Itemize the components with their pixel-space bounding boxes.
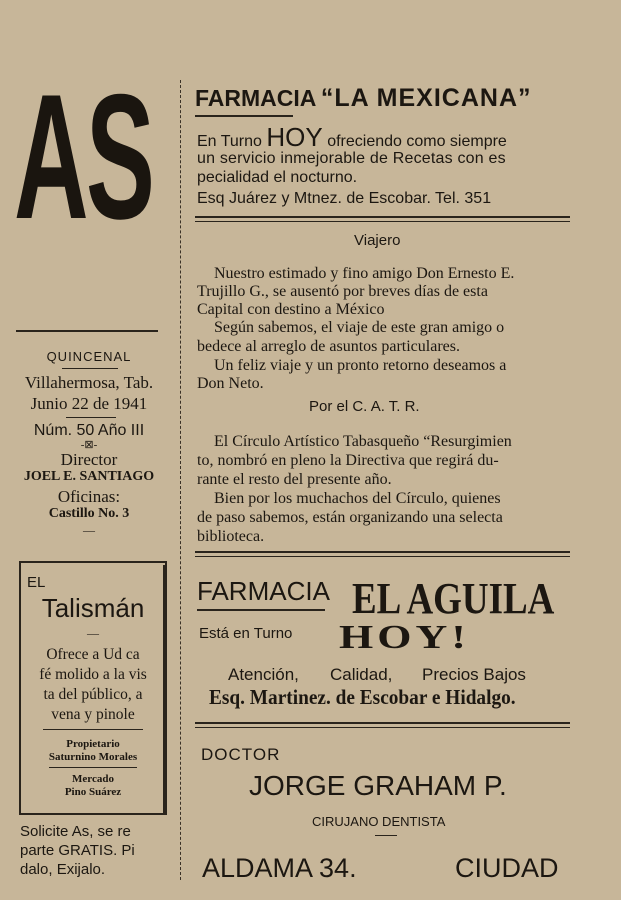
talisman-line-2: fé molido a la vis: [39, 666, 147, 683]
director-name: JOEL E. SANTIAGO: [23, 469, 155, 484]
director-label: Director: [60, 450, 118, 469]
talisman-dash: —: [87, 626, 99, 640]
solicit-line-2: parte GRATIS. Pi: [20, 842, 135, 859]
talisman-market-name: Pino Suárez: [64, 786, 122, 798]
doctor-profession: CIRUJANO DENTISTA: [312, 814, 446, 829]
mexicana-line1-before: En Turno: [197, 133, 262, 150]
offices-label: Oficinas:: [57, 487, 121, 506]
viajero-line-1: Nuestro estimado y fino amigo Don Ernesto E.: [214, 265, 515, 282]
viajero-line-7: Don Neto.: [197, 375, 264, 392]
issue-dash: —: [83, 523, 95, 537]
aguila-slogan-2: Calidad,: [330, 665, 393, 684]
circulo-line-3: rante el resto del presente año.: [197, 471, 392, 488]
talisman-line-3: ta del público, a: [43, 686, 143, 703]
aguila-hoy: HOY!: [339, 617, 470, 656]
aguila-slogan-1: Atención,: [228, 665, 299, 684]
viajero-line-6: Un feliz viaje y un pronto retorno deseamos a: [214, 357, 507, 374]
mexicana-line-3: pecialidad el nocturno.: [197, 169, 358, 186]
doctor-dash: [375, 835, 397, 836]
doctor-name: JORGE GRAHAM P.: [249, 770, 507, 801]
aguila-prefix: FARMACIA: [197, 576, 330, 606]
viajero-line-4: Según sabemos, el viaje de este gran amigo o: [214, 319, 505, 336]
viajero-heading: Viajero: [354, 232, 401, 249]
aguila-turno: Está en Turno: [199, 625, 293, 642]
mexicana-name: “LA MEXICANA”: [320, 84, 532, 112]
issue-number: Núm. 50 Año III: [33, 422, 145, 439]
talisman-el: EL: [27, 574, 46, 591]
talisman-market-label: Mercado: [72, 773, 114, 785]
masthead-letter-a: A: [14, 57, 89, 256]
doctor-city: CIUDAD: [455, 853, 559, 883]
doctor-address: ALDAMA 34.: [202, 853, 357, 883]
circulo-line-2: to, nombró en pleno la Directiva que regirá du-: [197, 452, 499, 469]
mexicana-prefix: FARMACIA: [195, 85, 317, 111]
mexicana-hoy: HOY: [266, 122, 323, 152]
solicit-line-1: Solicite As, se re: [20, 823, 131, 840]
talisman-line-1: Ofrece a Ud ca: [46, 646, 140, 663]
talisman-name: Talismán: [41, 593, 145, 623]
circulo-line-1: El Círculo Artístico Tabasqueño “Resurgimien: [214, 433, 512, 450]
viajero-line-2: Trujillo G., se ausentó por breves días de esta: [197, 283, 488, 300]
aguila-address: Esq. Martinez. de Escobar e Hidalgo.: [209, 685, 516, 709]
column-divider: [180, 80, 181, 880]
masthead-letter-s: S: [86, 57, 155, 256]
talisman-owner-label: Propietario: [66, 738, 120, 750]
issue-place: Villahermosa, Tab.: [24, 373, 154, 392]
circulo-line-5: de paso sabemos, están organizando una selecta: [197, 509, 503, 526]
circulo-line-4: Bien por los muchachos del Círculo, quienes: [214, 490, 501, 507]
offices-address: Castillo No. 3: [48, 506, 130, 521]
doctor-title: DOCTOR: [201, 745, 281, 764]
mexicana-line1-after: ofreciendo como siempre: [327, 133, 507, 150]
circulo-line-6: biblioteca.: [197, 528, 265, 545]
talisman-owner-name: Saturnino Morales: [48, 751, 138, 763]
aguila-name: EL AGUILA: [352, 574, 555, 623]
talisman-ad: [19, 561, 167, 815]
ornament: -⊠-: [80, 439, 98, 451]
mexicana-address: Esq Juárez y Mtnez. de Escobar. Tel. 351: [197, 190, 492, 207]
masthead-rule: [16, 330, 158, 332]
viajero-line-5: bedece al arreglo de asuntos particulares.: [197, 338, 460, 355]
mexicana-line-2: un servicio inmejorable de Recetas con es: [197, 150, 506, 167]
issue-frequency: QUINCENAL: [46, 349, 132, 364]
viajero-signature: Por el C. A. T. R.: [309, 398, 420, 415]
issue-date: Junio 22 de 1941: [30, 394, 148, 413]
aguila-slogan-3: Precios Bajos: [422, 665, 526, 684]
solicit-line-3: dalo, Exijalo.: [20, 861, 106, 878]
viajero-line-3: Capital con destino a México: [197, 301, 385, 318]
talisman-line-4: vena y pinole: [51, 706, 135, 723]
